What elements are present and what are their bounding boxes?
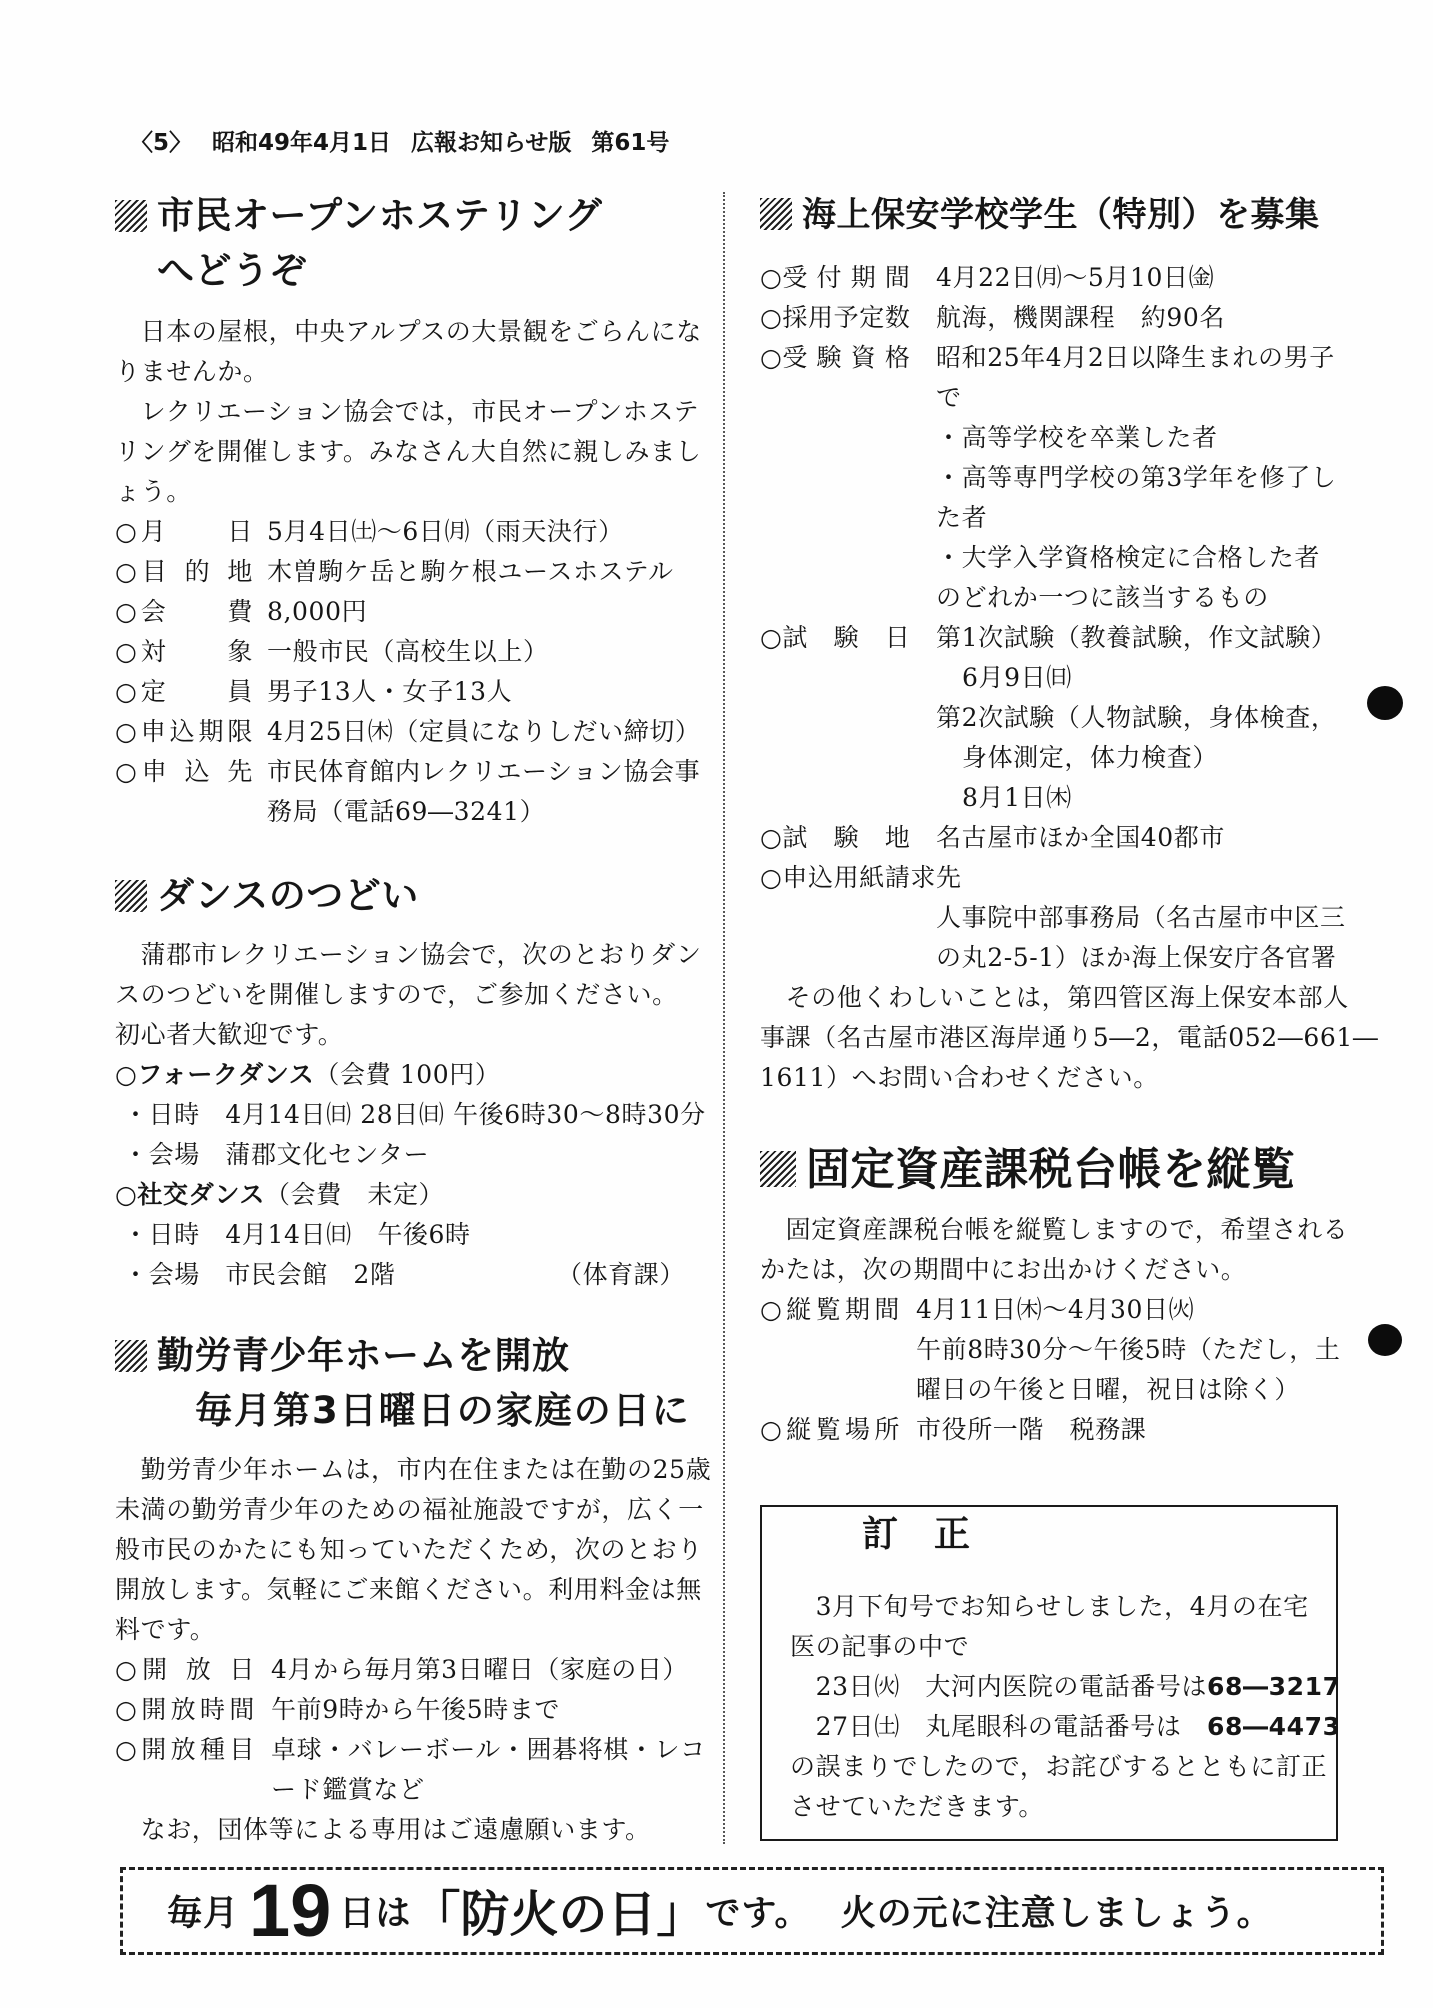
eligibility-line: のどれか一つに該当するもの	[936, 583, 1269, 612]
item-value: 第1次試験（教養試験，作文試験）	[936, 623, 1337, 652]
event-venue: 蒲郡文化センター	[225, 1140, 430, 1169]
event-venue-label: ・会場	[123, 1260, 200, 1289]
item-value-continued: 午前8時30分～午後5時（ただし，土	[916, 1335, 1341, 1364]
inquiry-line: 1611）へお問い合わせください。	[760, 1063, 1159, 1092]
body-note: なお，団体等による専用はご遠慮願います。	[115, 1815, 651, 1844]
article-title	[115, 868, 705, 923]
hatch-mark-icon	[115, 1340, 147, 1372]
punch-hole-mark	[1368, 1324, 1402, 1356]
exam-date-line: 8月1日㈭	[962, 783, 1072, 812]
dance-body	[115, 935, 705, 1295]
item-label: ○定 員	[115, 677, 253, 706]
body-line: リングを開催します。みなさん大自然に親しみまし	[115, 437, 702, 466]
form-request-line: の丸2-5-1）ほか海上保安庁各官署	[936, 943, 1337, 972]
item-row	[115, 512, 705, 552]
inquiry-line: その他くわしいことは，第四管区海上保安本部人	[760, 983, 1349, 1012]
item-label: ○開放時間	[115, 1695, 255, 1724]
item-row	[760, 258, 1340, 298]
event-date-row	[115, 1215, 705, 1255]
item-row	[760, 1410, 1340, 1450]
event-date-row	[115, 1095, 705, 1135]
item-row	[760, 338, 1340, 378]
body-line: りませんか。	[115, 357, 269, 386]
banner-message: 火の元に注意しましょう。	[840, 1894, 1273, 1934]
item-label: ○採用予定数	[760, 303, 911, 332]
banner-prefix: 毎月	[167, 1894, 240, 1934]
event-date-label: ・日時	[123, 1220, 200, 1249]
article-title	[115, 1328, 705, 1383]
event-fee: （会費 100円）	[314, 1060, 501, 1089]
banner-copula: です。	[705, 1894, 811, 1934]
item-row	[115, 672, 705, 712]
issue-date: 昭和49年4月1日	[212, 130, 392, 156]
item-label: ○縦覧場所	[760, 1415, 900, 1444]
youth-home-title-block	[115, 1328, 705, 1438]
correction-line: 医の記事の中で	[790, 1632, 970, 1661]
page-header	[130, 128, 689, 158]
item-value-continued: 務局（電話69―3241）	[267, 797, 546, 826]
body-line: 固定資産課税台帳を縦覧しますので，希望される	[760, 1215, 1349, 1244]
item-row	[115, 1730, 705, 1770]
coast-guard-title-block	[760, 188, 1340, 243]
item-label: ○縦覧期間	[760, 1295, 900, 1324]
eligibility-line: た者	[936, 503, 988, 532]
body-line: 初心者大歓迎です。	[115, 1020, 344, 1049]
event-venue: 市民会館 2階	[225, 1260, 396, 1289]
item-value: 卓球・バレーボール・囲碁将棋・レコ	[271, 1735, 706, 1764]
event-name: フォークダンス	[137, 1060, 315, 1089]
event-heading	[115, 1055, 705, 1095]
item-label: ○開 放 日	[115, 1655, 255, 1684]
correction-entry	[790, 1707, 1341, 1747]
hatch-mark-icon	[760, 198, 792, 230]
item-value: 4月22日㈪～5月10日㈮	[936, 263, 1215, 292]
item-row	[115, 1690, 705, 1730]
item-value: 木曽駒ケ岳と駒ケ根ユースホステル	[267, 557, 674, 586]
article-subtitle: 毎月第3日曜日の家庭の日に	[195, 1389, 691, 1432]
eligibility-line: で	[936, 383, 962, 412]
hatch-mark-icon	[115, 880, 147, 912]
item-value: 8,000円	[267, 597, 368, 626]
event-heading	[115, 1175, 705, 1215]
item-label: ○申 込 先	[115, 757, 253, 786]
event-venue-group	[123, 1255, 396, 1295]
body-line: レクリエーション協会では，市民オープンホステ	[115, 397, 700, 426]
title-text: 固定資産課税台帳を縦覧	[806, 1144, 1296, 1195]
eligibility-line: ・高等専門学校の第3学年を修了し	[936, 463, 1337, 492]
coast-guard-body	[760, 258, 1379, 1098]
body-line: 勤労青少年ホームは，市内在住または在勤の25歳	[115, 1455, 712, 1484]
item-value-continued: ード鑑賞など	[271, 1775, 425, 1804]
page-number: 〈5〉	[130, 130, 193, 156]
event-name: 社交ダンス	[137, 1180, 265, 1209]
item-label-full: ○申込用紙請求先	[760, 863, 962, 892]
exam-date-line: 身体測定，体力検査）	[962, 743, 1219, 772]
item-label: ○受 付 期 間	[760, 263, 911, 292]
item-row	[115, 552, 705, 592]
body-line: スのつどいを開催しますので，ご参加ください。	[115, 980, 678, 1009]
item-label: ○会 費	[115, 597, 253, 626]
body-line: 日本の屋根，中央アルプスの大景観をごらんにな	[115, 317, 702, 346]
correction-title: 訂 正	[862, 1514, 971, 1555]
publication-name: 広報お知らせ版	[411, 130, 572, 156]
item-row	[115, 1650, 705, 1690]
column-divider	[723, 192, 725, 1844]
item-label: ○申込期限	[115, 717, 253, 746]
item-label: ○月 日	[115, 517, 253, 546]
exam-date-line: 6月9日㈰	[962, 663, 1072, 692]
issue-number: 第61号	[591, 130, 670, 156]
item-label: ○開放種目	[115, 1735, 255, 1764]
article-title	[115, 188, 705, 243]
correction-date: 27日㈯	[790, 1712, 926, 1741]
item-value: 一般市民（高校生以上）	[267, 637, 549, 666]
hostelling-title-block	[115, 188, 705, 298]
event-venue-row	[115, 1255, 705, 1295]
event-date: 4月14日㈰ 午後6時	[225, 1220, 471, 1249]
item-value: 航海，機関課程 約90名	[936, 303, 1226, 332]
dance-title-block	[115, 868, 705, 923]
body-line: ょう。	[115, 477, 192, 506]
item-row	[115, 632, 705, 672]
item-value: 4月25日㈭（定員になりしだい締切）	[267, 717, 701, 746]
event-venue-row	[115, 1135, 705, 1175]
title-text: ダンスのつどい	[157, 874, 419, 917]
item-row	[115, 592, 705, 632]
hatch-mark-icon	[115, 200, 147, 232]
event-date-label: ・日時	[123, 1100, 200, 1129]
article-title	[760, 1140, 1340, 1200]
inquiry-line: 事課（名古屋市港区海岸通り5―2，電話052―661―	[760, 1023, 1379, 1052]
item-value: 市民体育館内レクリエーション協会事	[267, 757, 701, 786]
title-text: 海上保安学校学生（特別）を募集	[802, 195, 1320, 235]
correction-line: させていただきます。	[790, 1792, 1045, 1821]
body-line: かたは，次の期間中にお出かけください。	[760, 1255, 1247, 1284]
correction-clinic: 大河内医院の電話番号は	[925, 1672, 1208, 1701]
fire-prevention-banner	[120, 1867, 1384, 1955]
tax-ledger-body	[760, 1210, 1349, 1450]
correction-line: 3月下旬号でお知らせしました，4月の在宅	[790, 1592, 1309, 1621]
body-line: 蒲郡市レクリエーション協会で，次のとおりダン	[115, 940, 702, 969]
body-line: 未満の勤労青少年のための福祉施設ですが，広く一	[115, 1495, 704, 1524]
body-line: 料です。	[115, 1615, 216, 1644]
item-row	[760, 618, 1340, 658]
item-label: ○受 験 資 格	[760, 343, 911, 372]
form-request-line: 人事院中部事務局（名古屋市中区三	[936, 903, 1346, 932]
correction-entry	[790, 1667, 1341, 1707]
correction-phone: 68―4473	[1207, 1712, 1341, 1741]
item-value: 男子13人・女子13人	[267, 677, 513, 706]
item-value-continued: 曜日の午後と日曜，祝日は除く）	[916, 1375, 1301, 1404]
event-bullet: ○	[115, 1060, 138, 1089]
event-fee: （会費 未定）	[264, 1180, 445, 1209]
item-label: ○試 験 日	[760, 623, 911, 652]
item-value: 午前9時から午後5時まで	[271, 1695, 561, 1724]
article-title	[760, 188, 1340, 243]
item-label: ○対 象	[115, 637, 253, 666]
correction-notice-box	[760, 1505, 1341, 1841]
item-value: 4月から毎月第3日曜日（家庭の日）	[271, 1655, 689, 1684]
hostelling-body	[115, 312, 705, 832]
item-row	[115, 712, 705, 752]
title-text: 市民オープンホステリング	[157, 194, 603, 237]
banner-day-suffix: 日は	[339, 1894, 412, 1934]
item-row	[760, 1290, 1340, 1330]
item-value: 昭和25年4月2日以降生まれの男子	[936, 343, 1335, 372]
item-value: 4月11日㈭～4月30日㈫	[916, 1295, 1195, 1324]
item-row	[760, 298, 1340, 338]
article-title-line2: へどうぞ	[157, 249, 307, 292]
item-row	[760, 818, 1340, 858]
banner-day-number: 19	[249, 1869, 332, 1952]
body-line: 開放します。気軽にご来館ください。利用料金は無	[115, 1575, 702, 1604]
eligibility-line: ・大学入学資格検定に合格した者	[936, 543, 1321, 572]
correction-date: 23日㈫	[790, 1672, 926, 1701]
item-value: 5月4日㈯～6日㈪（雨天決行）	[267, 517, 624, 546]
correction-line: の誤まりでしたので，お詫びするとともに訂正	[790, 1752, 1328, 1781]
item-value: 市役所一階 税務課	[916, 1415, 1147, 1444]
event-bullet: ○	[115, 1180, 138, 1209]
item-value: 名古屋市ほか全国40都市	[936, 823, 1226, 852]
eligibility-line: ・高等学校を卒業した者	[936, 423, 1218, 452]
banner-event-name: 「防火の日」	[411, 1886, 706, 1943]
event-venue-label: ・会場	[123, 1140, 200, 1169]
item-label: ○試 験 地	[760, 823, 911, 852]
correction-text	[790, 1587, 1341, 1827]
title-text: 勤労青少年ホームを開放	[157, 1334, 570, 1377]
item-row	[115, 752, 705, 792]
department-credit: （体育課）	[556, 1260, 685, 1289]
correction-clinic: 丸尾眼科の電話番号は	[925, 1712, 1208, 1741]
punch-hole-mark	[1367, 686, 1403, 720]
tax-ledger-title-block	[760, 1140, 1340, 1200]
exam-date-line: 第2次試験（人物試験，身体検査，	[936, 703, 1337, 732]
item-label: ○目 的 地	[115, 557, 253, 586]
hatch-mark-icon	[760, 1151, 796, 1187]
body-line: 般市民のかたにも知っていただくため，次のとおり	[115, 1535, 703, 1564]
correction-phone: 68―3217	[1207, 1672, 1341, 1701]
event-date: 4月14日㈰ 28日㈰ 午後6時30～8時30分	[225, 1100, 706, 1129]
youth-home-body	[115, 1450, 712, 1850]
